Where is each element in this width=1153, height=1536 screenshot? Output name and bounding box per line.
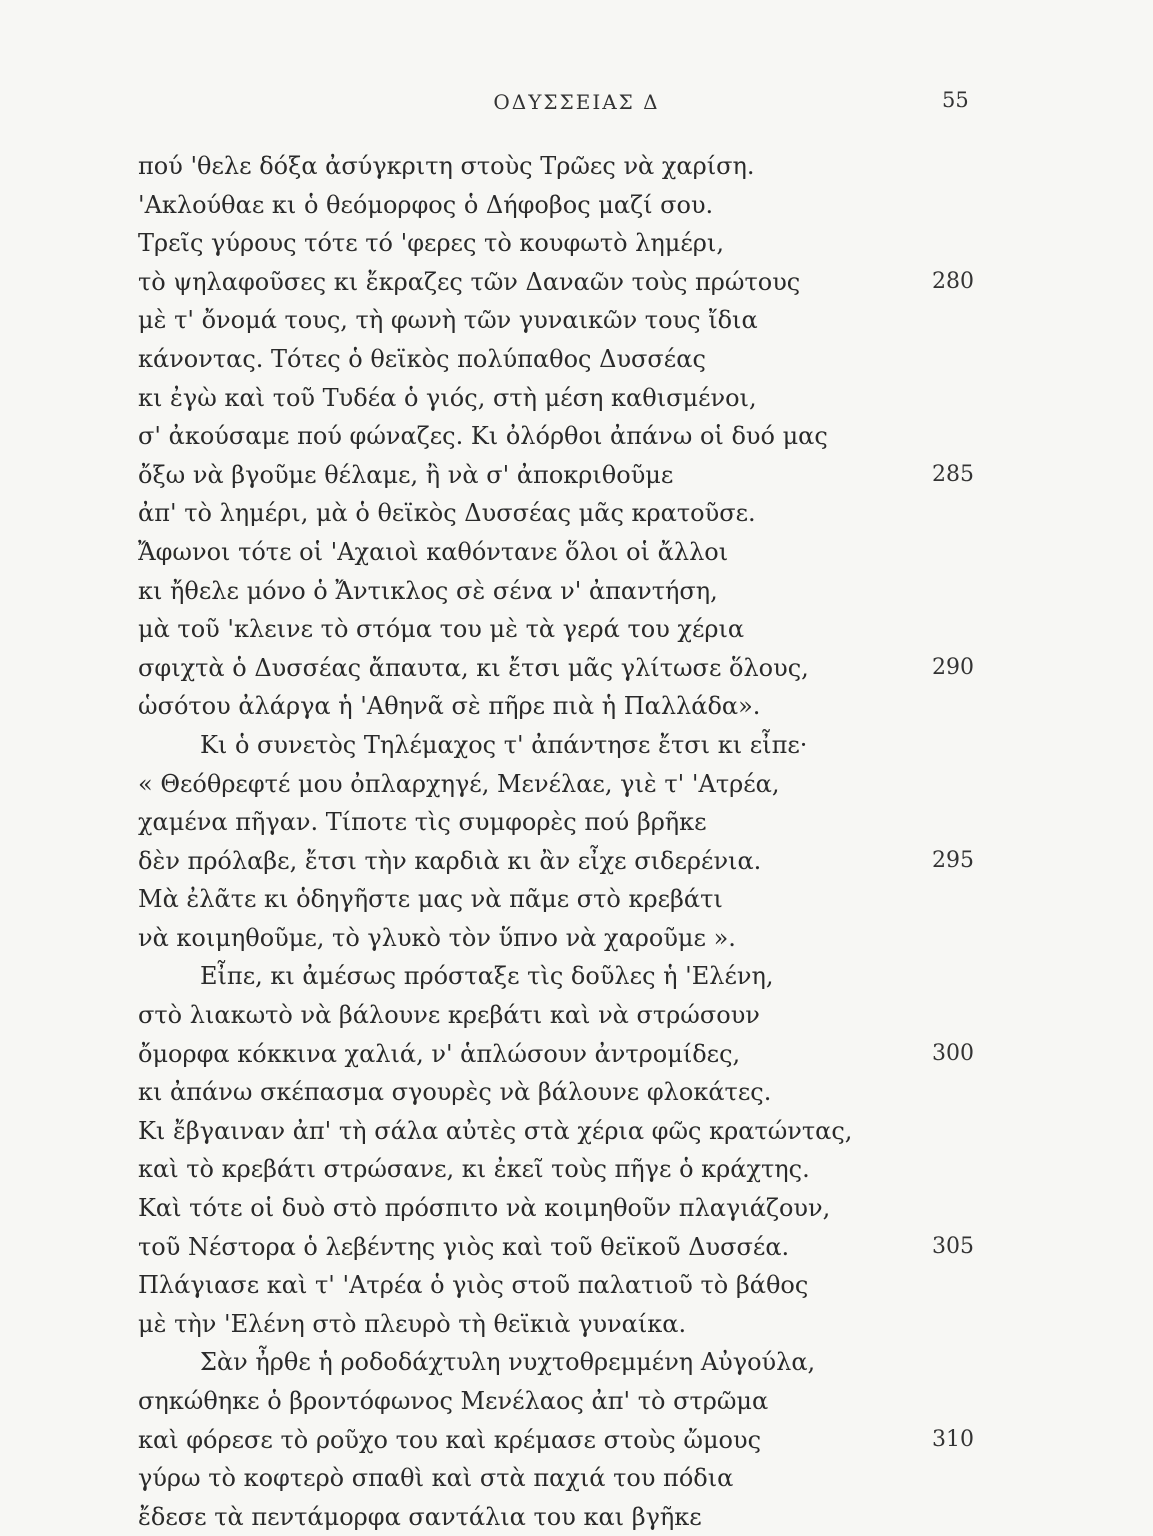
verse-text-line: μὲ τ' ὄνομά τους, τὴ φωνὴ τῶν γυναικῶν τους ἴδια xyxy=(138,306,758,335)
verse-text-line: « Θεόθρεφτέ μου ὀπλαρχηγέ, Μενέλαε, γιὲ τ' 'Ατρέα, xyxy=(138,769,780,798)
verse-line xyxy=(0,340,1153,379)
page-number: 55 xyxy=(942,88,969,112)
verse-text-line: δὲν πρόλαβε, ἔτσι τὴν καρδιὰ κι ἂν εἶχε σιδερένια. xyxy=(138,846,762,875)
line-number: 310 xyxy=(932,1426,974,1452)
verse-text-line: Τρεῖς γύρους τότε τό 'φερες τὸ κουφωτὸ λημέρι, xyxy=(138,229,724,258)
verse-text xyxy=(0,147,1153,1536)
line-number: 300 xyxy=(932,1040,974,1066)
verse-text-line: τοῦ Νέστορα ὁ λεβέντης γιὸς καὶ τοῦ θεϊκοῦ Δυσσέα. xyxy=(138,1232,790,1261)
verse-line xyxy=(0,263,1153,302)
verse-line xyxy=(0,301,1153,340)
verse-line xyxy=(0,649,1153,688)
verse-line xyxy=(0,957,1153,996)
verse-line xyxy=(0,610,1153,649)
verse-line xyxy=(0,572,1153,611)
verse-text-line: Σὰν ἦρθε ἡ ροδοδάχτυλη νυχτοθρεμμένη Αὐγούλα, xyxy=(200,1348,816,1377)
verse-line xyxy=(0,417,1153,456)
verse-line xyxy=(0,765,1153,804)
line-number: 290 xyxy=(932,654,974,680)
verse-text-line: Εἶπε, κι ἀμέσως πρόσταξε τὶς δοῦλες ἡ 'Ελένη, xyxy=(200,962,774,991)
verse-text-line: ὄξω νὰ βγοῦμε θέλαμε, ἢ νὰ σ' ἀποκριθοῦμε xyxy=(138,460,674,489)
verse-text-line: τὸ ψηλαφοῦσες κι ἔκραζες τῶν Δαναῶν τοὺς πρώτους xyxy=(138,267,801,296)
verse-line xyxy=(0,1305,1153,1344)
verse-text-line: κι ἤθελε μόνο ὁ Ἄντικλος σὲ σένα ν' ἀπαντήση, xyxy=(138,576,718,605)
verse-text-line: στὸ λιακωτὸ νὰ βάλουνε κρεβάτι καὶ νὰ στρώσουν xyxy=(138,1001,760,1030)
verse-line xyxy=(0,919,1153,958)
verse-text-line: σηκώθηκε ὁ βροντόφωνος Μενέλαος ἀπ' τὸ στρῶμα xyxy=(138,1387,769,1415)
verse-text-line: μὲ τὴν 'Ελένη στὸ πλευρὸ τὴ θεϊκιὰ γυναίκα. xyxy=(138,1309,687,1338)
verse-line xyxy=(0,1189,1153,1228)
verse-text-line: κι ἐγὼ καὶ τοῦ Τυδέα ὁ γιός, στὴ μέση καθισμένοι, xyxy=(138,383,757,412)
verse-text-line: κάνοντας. Τότες ὁ θεϊκὸς πολύπαθος Δυσσέας xyxy=(138,344,706,373)
verse-line xyxy=(0,803,1153,842)
running-head: ΟΔΥΣΣΕΙΑΣ Δ xyxy=(493,90,660,114)
verse-line xyxy=(0,224,1153,263)
verse-text-line: χαμένα πῆγαν. Τίποτε τὶς συμφορὲς πού βρῆκε xyxy=(138,808,707,837)
verse-text-line: 'Ακλούθαε κι ὁ θεόμορφος ὁ Δήφοβος μαζί σου. xyxy=(138,190,714,219)
verse-line xyxy=(0,1266,1153,1305)
verse-line xyxy=(0,842,1153,881)
verse-text-line: πού 'θελε δόξα ἀσύγκριτη στοὺς Τρῶες νὰ χαρίση. xyxy=(138,152,755,180)
verse-line xyxy=(0,1035,1153,1074)
verse-text-line: Καὶ τότε οἱ δυὸ στὸ πρόσπιτο νὰ κοιμηθοῦν πλαγιάζουν, xyxy=(138,1194,831,1223)
verse-line xyxy=(0,379,1153,418)
verse-text-line: γύρω τὸ κοφτερὸ σπαθὶ καὶ στὰ παχιά του πόδια xyxy=(138,1464,734,1493)
verse-line xyxy=(0,1228,1153,1267)
verse-text-line: νὰ κοιμηθοῦμε, τὸ γλυκὸ τὸν ὕπνο νὰ χαροῦμε ». xyxy=(138,923,736,952)
verse-line xyxy=(0,1073,1153,1112)
verse-text-line: μὰ τοῦ 'κλεινε τὸ στόμα του μὲ τὰ γερά του χέρια xyxy=(138,615,745,644)
verse-line xyxy=(0,1421,1153,1460)
verse-line xyxy=(0,1112,1153,1151)
verse-text-line: ὡσότου ἀλάργα ἡ 'Αθηνᾶ σὲ πῆρε πιὰ ἡ Παλλάδα». xyxy=(138,692,761,721)
verse-text-line: ἔδεσε τὰ πεντάμορφα σαντάλια του και βγῆκε xyxy=(138,1502,702,1531)
verse-text-line: καὶ φόρεσε τὸ ροῦχο του καὶ κρέμασε στοὺς ὤμους xyxy=(138,1425,762,1454)
verse-text-line: σ' ἀκούσαμε πού φώναζες. Κι ὀλόρθοι ἀπάνω οἱ δυό μας xyxy=(138,422,828,451)
verse-text-line: Κι ἔβγαιναν ἀπ' τὴ σάλα αὐτὲς στὰ χέρια φῶς κρατώντας, xyxy=(138,1116,853,1145)
verse-line xyxy=(0,687,1153,726)
verse-text-line: Κι ὁ συνετὸς Τηλέμαχος τ' ἀπάντησε ἔτσι κι εἶπε· xyxy=(200,730,808,759)
verse-text-line: καὶ τὸ κρεβάτι στρώσανε, κι ἐκεῖ τοὺς πῆγε ὁ κράχτης. xyxy=(138,1155,810,1184)
verse-text-line: σφιχτὰ ὁ Δυσσέας ἄπαυτα, κι ἔτσι μᾶς γλίτωσε ὅλους, xyxy=(138,653,809,682)
verse-line xyxy=(0,996,1153,1035)
verse-line xyxy=(0,147,1153,186)
verse-line xyxy=(0,880,1153,919)
verse-text-line: Μὰ ἐλᾶτε κι ὁδηγῆστε μας νὰ πᾶμε στὸ κρεβάτι xyxy=(138,885,723,914)
verse-line xyxy=(0,494,1153,533)
line-number: 285 xyxy=(932,461,974,487)
line-number: 295 xyxy=(932,847,974,873)
verse-line xyxy=(0,1459,1153,1498)
verse-text-line: ὄμορφα κόκκινα χαλιά, ν' ἁπλώσουν ἀντρομίδες, xyxy=(138,1039,741,1068)
verse-line xyxy=(0,456,1153,495)
verse-text-line: κι ἀπάνω σκέπασμα σγουρὲς νὰ βάλουνε φλοκάτες. xyxy=(138,1078,772,1107)
line-number: 280 xyxy=(932,268,974,294)
verse-line xyxy=(0,1150,1153,1189)
verse-line xyxy=(0,533,1153,572)
verse-line xyxy=(0,186,1153,225)
verse-line xyxy=(0,726,1153,765)
verse-text-line: Πλάγιασε καὶ τ' 'Ατρέα ὁ γιὸς στοῦ παλατιοῦ τὸ βάθος xyxy=(138,1271,809,1300)
line-number: 305 xyxy=(932,1233,974,1259)
verse-line xyxy=(0,1343,1153,1382)
verse-line xyxy=(0,1382,1153,1421)
verse-line xyxy=(0,1498,1153,1536)
verse-text-line: ἀπ' τὸ λημέρι, μὰ ὁ θεϊκὸς Δυσσέας μᾶς κρατοῦσε. xyxy=(138,499,756,528)
verse-text-line: Ἄφωνοι τότε οἱ 'Αχαιοὶ καθόντανε ὅλοι οἱ ἄλλοι xyxy=(138,537,729,566)
